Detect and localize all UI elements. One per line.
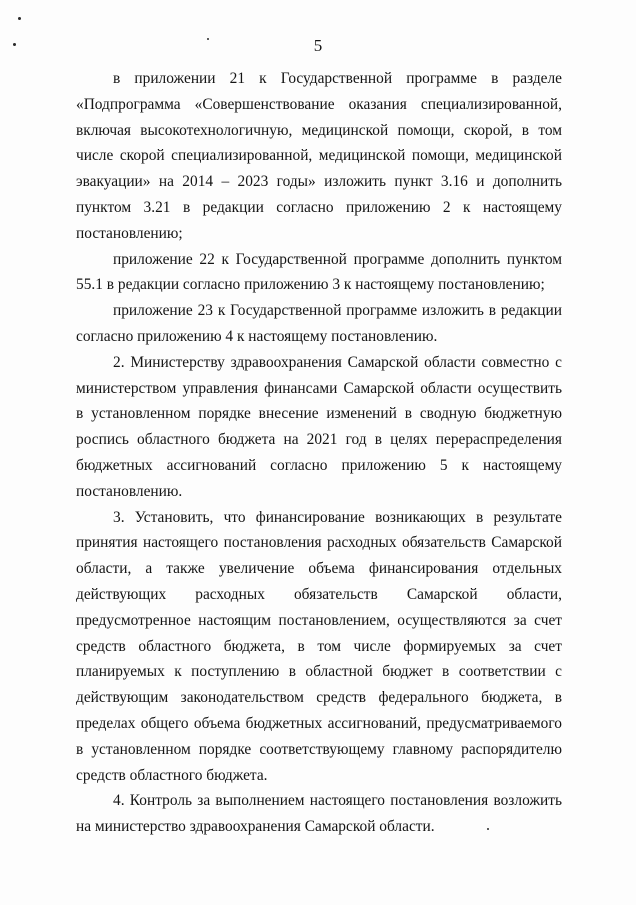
paragraph-appendix-23: приложение 23 к Государственной программе изложить в редакции согласно приложению 4 к настоящему постановлению. bbox=[76, 302, 562, 345]
document-body bbox=[76, 66, 562, 840]
page-number: 5 bbox=[313, 36, 323, 55]
paragraph-item-4: 4. Контроль за выполнением настоящего постановления возложить на министерство здравоохранения Самарской области. bbox=[76, 792, 562, 836]
paragraph-appendix-22: приложение 22 к Государственной программе дополнить пунктом 55.1 в редакции согласно приложению 3 к настоящему постановлению; bbox=[76, 250, 562, 294]
paragraph-appendix-21: в приложении 21 к Государственной программе в разделе «Подпрограмма «Совершенствование оказания специализированной, включая высокотехнологичную, медицинской помощи, скорой, в том числе скорой специализированной, медицинской помощи, медицинской эвакуации» на 2014 – 2023 годы» изложить пункт 3.16 и дополнить пунктом 3.21 в редакции согласно приложению 2 к настоящему постановлению; bbox=[76, 70, 562, 242]
paragraph-item-3: 3. Установить, что финансирование возникающих в результате принятия настоящего постановления расходных обязательств Самарской области, а также увеличение объема финансирования отдельных действующих расходных обязательств Самарской области, предусмотренное настоящим постановлением, осуществляются за счет средств областного бюджета, в том числе формируемых за счет планируемых к поступлению в областной бюджет в соответствии с действующим законодательством средств федерального бюджета, в пределах общего объема бюджетных ассигнований, предусматриваемого в установленном порядке соответствующему главному распорядителю средств областного бюджета. bbox=[76, 508, 562, 784]
scan-speck bbox=[18, 17, 21, 20]
paragraph-item-2: 2. Министерству здравоохранения Самарской области совместно с министерством управления финансами Самарской области осуществить в установленном порядке внесение изменений в сводную бюджетную роспись областного бюджета на 2021 год в целях перераспределения бюджетных ассигнований согласно приложению 5 к настоящему постановлению. bbox=[76, 353, 562, 500]
